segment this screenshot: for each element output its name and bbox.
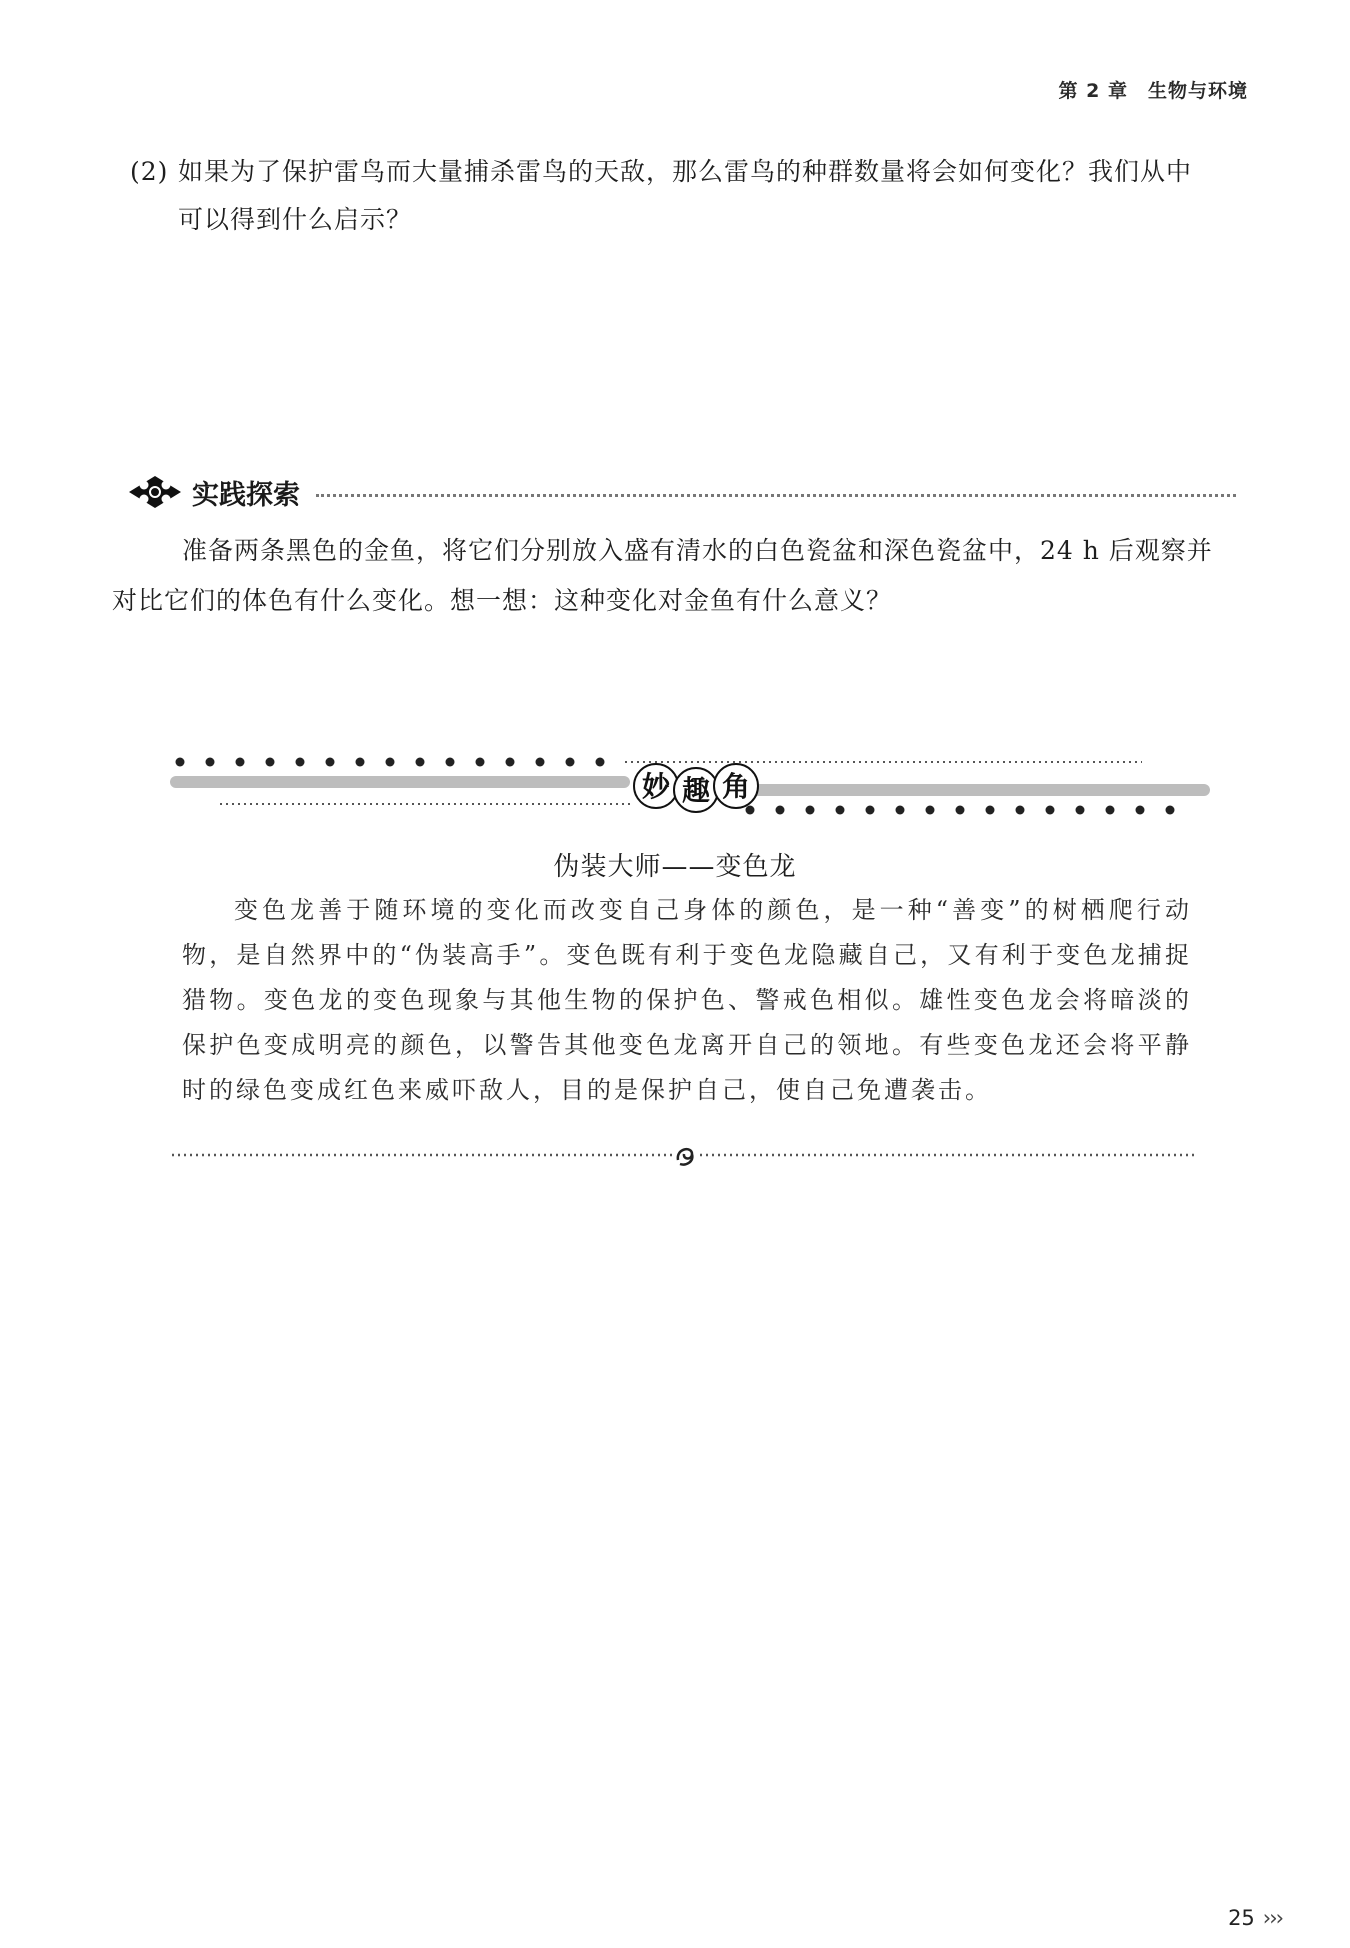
question-2 [130,148,1250,244]
question-text-1: 如果为了保护雷鸟而大量捕杀雷鸟的天敌，那么雷鸟的种群数量将会如何变化？我们从中 [178,157,1193,186]
fun-corner-paragraph: 变色龙善于随环境的变化而改变自己身体的颜色，是一种“善变”的树栖爬行动物，是自然界中的“伪装高手”。变色既有利于变色龙隐藏自己，又有利于变色龙捕捉猎物。变色龙的变色现象与其他生物的保护色、警戒色相似。雄性变色龙会将暗淡的保护色变成明亮的颜色，以警告其他变色龙离开自己的领地。有些变色龙还会将平静时的绿色变成红色来威吓敌人，目的是保护自己，使自己免遭袭击。 [182,896,1192,1104]
page-number-value: 25 [1228,1906,1255,1930]
fun-corner-banner [170,750,1210,830]
question-number: (2) [130,157,169,186]
fun-label-char-3: 角 [721,770,751,803]
fun-label-char-1: 妙 [641,770,671,803]
fun-corner-title: 伪装大师——变色龙 [553,852,797,882]
practice-paragraph [112,526,1256,626]
top-dot-row [176,758,605,767]
next-arrows-icon: ››› [1262,1906,1282,1930]
running-head: 第 2 章 生物与环境 [1058,80,1248,102]
page-number [1228,1906,1282,1930]
practice-section-header [126,472,1236,512]
fun-label-char-2: 趣 [681,774,711,807]
bottom-dot-row [746,806,1175,815]
practice-line-1: 准备两条黑色的金鱼，将它们分别放入盛有清水的白色瓷盆和深色瓷盆中，24 h 后观察并 [182,536,1213,565]
practice-title: 实践探索 [192,479,300,511]
question-line-2: 可以得到什么启示？ [178,205,413,234]
diamond-dots-icon [126,472,184,512]
fun-corner-label [634,764,758,812]
fun-corner-body [182,888,1192,1113]
practice-line-2: 对比它们的体色有什么变化。想一想：这种变化对金鱼有什么意义？ [112,586,893,615]
dotted-rule [316,494,1236,497]
question-line-1 [130,148,1250,196]
swirl-ornament-icon [172,1140,1196,1170]
